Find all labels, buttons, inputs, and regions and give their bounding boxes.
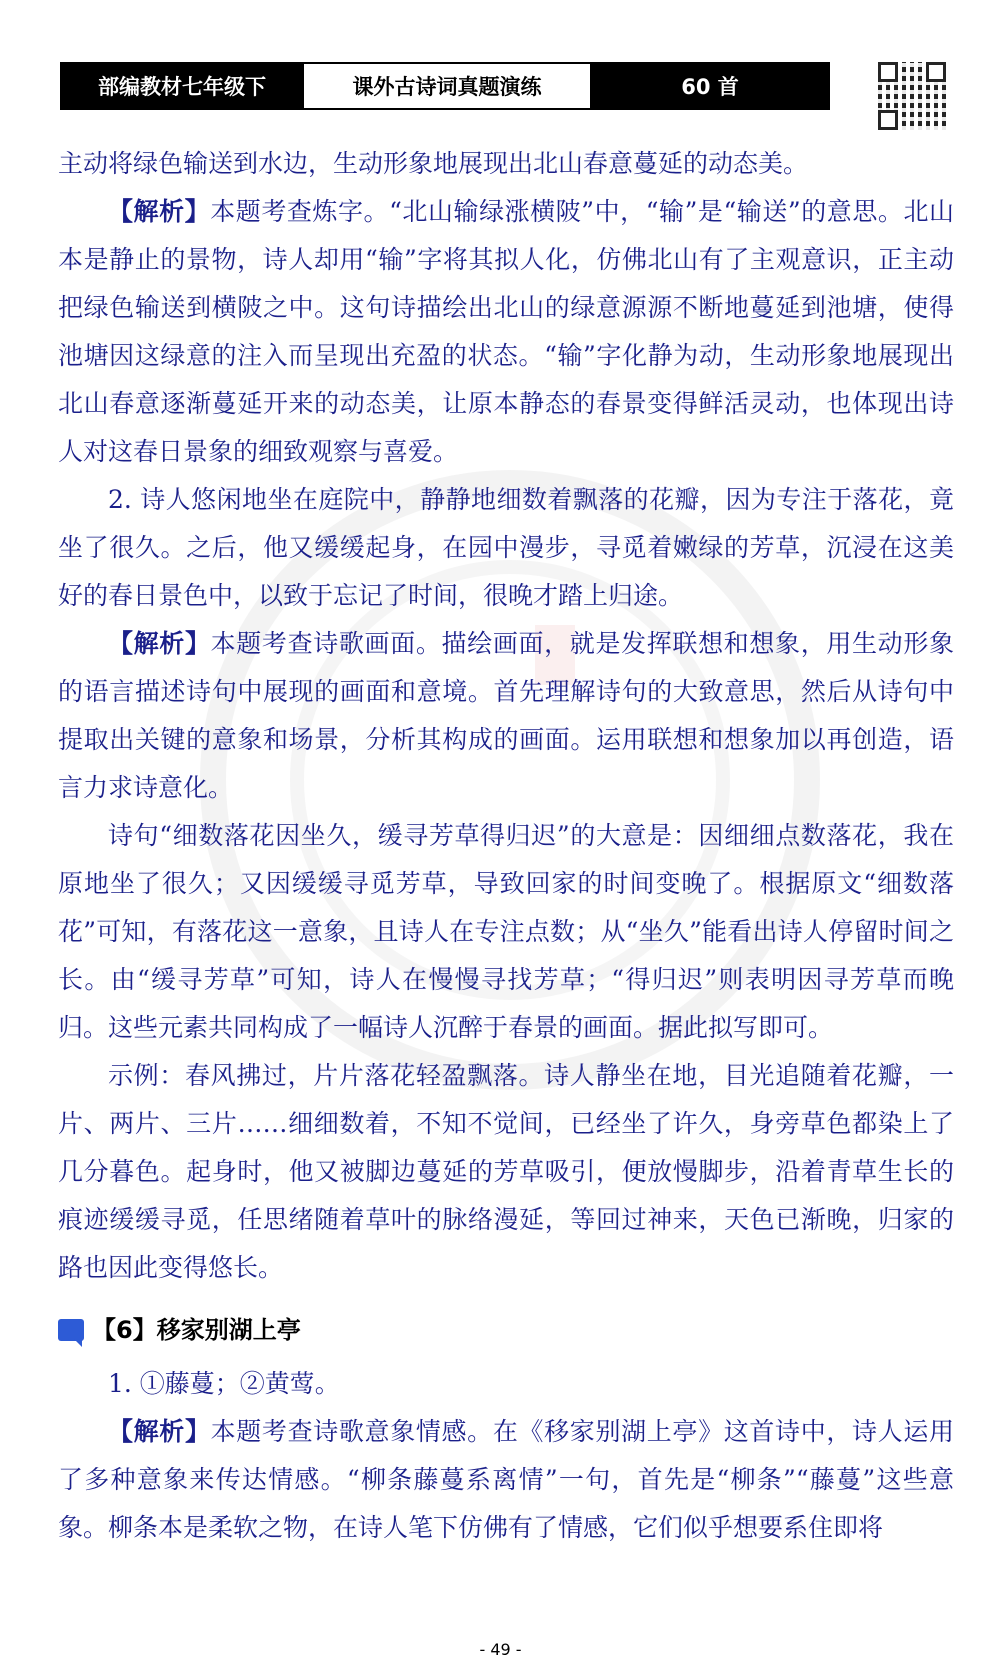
paragraph-analysis-2 (58, 620, 954, 812)
analysis-text: 本题考查诗歌意象情感。在《移家别湖上亭》这首诗中，诗人运用了多种意象来传达情感。“柳条藤蔓系离情”一句，首先是“柳条”“藤蔓”这些意象。柳条本是柔软之物，在诗人笔下仿佛有了情感，它们似乎想要系住即将 (58, 1417, 954, 1542)
qr-code-icon (878, 62, 946, 130)
page-header (60, 62, 830, 110)
header-grade: 部编教材七年级下 (62, 64, 302, 108)
paragraph-0: 主动将绿色输送到水边，生动形象地展现出北山春意蔓延的动态美。 (58, 149, 809, 178)
comment-bubble-icon (58, 1319, 84, 1341)
header-title: 课外古诗词真题演练 (302, 64, 592, 108)
analysis-text: 本题考查炼字。“北山输绿涨横陂”中，“输”是“输送”的意思。北山本是静止的景物，诗人却用“输”字将其拟人化，仿佛北山有了主观意识，正主动把绿色输送到横陂之中。这句诗描绘出北山的绿意源源不断地蔓延到池塘，使得池塘因这绿意的注入而呈现出充盈的状态。“输”字化静为动，生动形象地展现出北山春意逐渐蔓延开来的动态美，让原本静态的春景变得鲜活灵动，也体现出诗人对这春日景象的细致观察与喜爱。 (58, 197, 954, 466)
paragraph-analysis-1 (58, 188, 954, 476)
page-number: - 49 - (479, 1640, 522, 1659)
paragraph-answer-2: 2. 诗人悠闲地坐在庭院中，静静地细数着飘落的花瓣，因为专注于落花，竟坐了很久。之后，他又缓缓起身，在园中漫步，寻觅着嫩绿的芳草，沉浸在这美好的春日景色中，以致于忘记了时间，很晚才踏上归途。 (58, 485, 954, 610)
paragraph-answer-1: 1. ①藤蔓；②黄莺。 (108, 1369, 340, 1398)
document-body (58, 140, 954, 1552)
analysis-tag: 【解析】 (108, 629, 211, 658)
qr-finder-bl (878, 110, 898, 130)
header-count: 60 首 (592, 64, 828, 108)
section-heading (58, 1306, 954, 1354)
paragraph-analysis-3 (58, 1408, 954, 1552)
qr-finder-tr (926, 62, 946, 82)
paragraph-example: 示例：春风拂过，片片落花轻盈飘落。诗人静坐在地，目光追随着花瓣，一片、两片、三片……细细数着，不知不觉间，已经坐了许久，身旁草色都染上了几分暮色。起身时，他又被脚边蔓延的芳草吸引，便放慢脚步，沿着青草生长的痕迹缓缓寻觅，任思绪随着草叶的脉络漫延，等回过神来，天色已渐晚，归家的路也因此变得悠长。 (58, 1061, 954, 1282)
qr-finder-tl (878, 62, 898, 82)
analysis-tag: 【解析】 (108, 1417, 211, 1446)
paragraph-explanation: 诗句“细数落花因坐久，缓寻芳草得归迟”的大意是：因细细点数落花，我在原地坐了很久；又因缓缓寻觅芳草，导致回家的时间变晚了。根据原文“细数落花”可知，有落花这一意象，且诗人在专注点数；从“坐久”能看出诗人停留时间之长。由“缓寻芳草”可知，诗人在慢慢寻找芳草；“得归迟”则表明因寻芳草而晚归。这些元素共同构成了一幅诗人沉醉于春景的画面。据此拟写即可。 (58, 821, 954, 1042)
analysis-tag: 【解析】 (108, 197, 211, 226)
section-title: 【6】移家别湖上亭 (92, 1316, 301, 1344)
analysis-text: 本题考查诗歌画面。描绘画面，就是发挥联想和想象，用生动形象的语言描述诗句中展现的画面和意境。首先理解诗句的大致意思，然后从诗句中提取出关键的意象和场景，分析其构成的画面。运用联想和想象加以再创造，语言力求诗意化。 (58, 629, 954, 802)
